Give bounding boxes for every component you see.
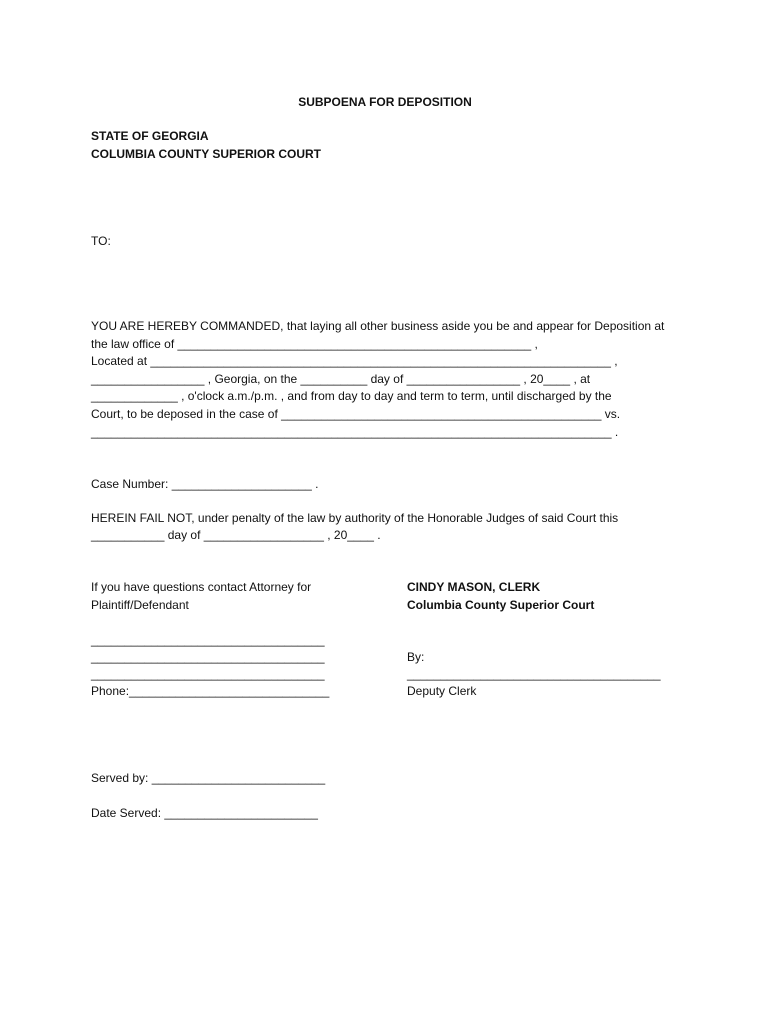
command-line-7: ______________________________________________________________________________ . [91,425,619,439]
court-heading: COLUMBIA COUNTY SUPERIOR COURT [91,147,322,161]
attorney-blank-2: ___________________________________ [91,650,325,664]
clerk-signature-line: ______________________________________ [407,667,661,681]
attorney-blank-3: ___________________________________ [91,667,325,681]
attorney-line-2: Plaintiff/Defendant [91,598,189,612]
served-by-line: Served by: __________________________ [91,771,326,785]
attorney-blank-1: ___________________________________ [91,633,325,647]
command-line-5: _____________ , o'clock a.m./p.m. , and from day to day and term to term, until discharged by the [91,389,612,403]
date-served-line: Date Served: _______________________ [91,806,318,820]
clerk-name: CINDY MASON, CLERK [407,580,541,594]
attorney-phone: Phone:______________________________ [91,684,330,698]
clerk-by-label: By: [407,650,425,664]
command-line-4: _________________ , Georgia, on the __________ day of _________________ , 20____ , at [91,372,591,386]
attorney-line-1: If you have questions contact Attorney for [91,580,312,594]
command-line-3: Located at _____________________________________________________________________ , [91,354,618,368]
state-heading: STATE OF GEORGIA [91,129,209,143]
deputy-clerk-label: Deputy Clerk [407,684,477,698]
herein-line-2: ___________ day of __________________ , 20____ . [91,528,381,542]
command-line-2: the law office of _____________________________________________________ , [91,337,538,351]
document-title: SUBPOENA FOR DEPOSITION [298,95,472,109]
clerk-court: Columbia County Superior Court [407,598,595,612]
command-line-6: Court, to be deposed in the case of ________________________________________________ vs. [91,407,621,421]
to-label: TO: [91,234,111,248]
herein-line-1: HEREIN FAIL NOT, under penalty of the law by authority of the Honorable Judges of said Court this [91,511,619,525]
case-number-line: Case Number: _____________________ . [91,477,319,491]
command-line-1: YOU ARE HEREBY COMMANDED, that laying all other business aside you be and appear for Deposition at [91,319,665,333]
